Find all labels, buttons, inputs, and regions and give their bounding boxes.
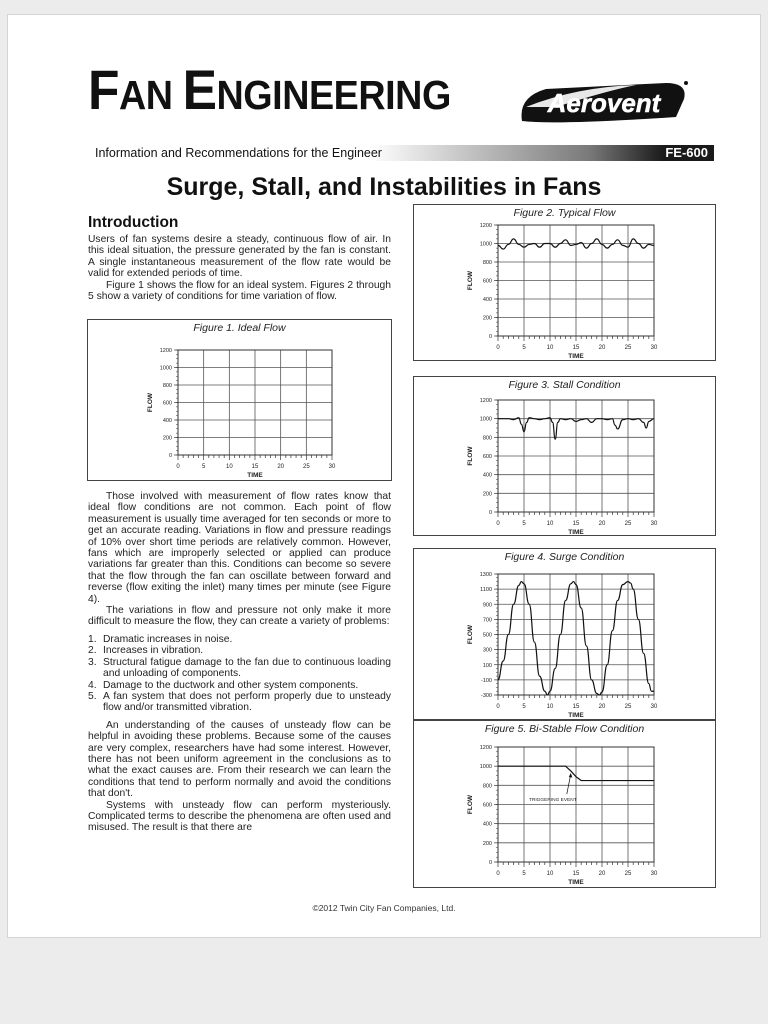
x-tick-label: 20 — [598, 704, 606, 710]
figure-2 — [413, 204, 716, 361]
x-tick-label: 15 — [572, 345, 580, 351]
brand-word: NGINEERING — [216, 72, 451, 118]
paragraph: Users of fan systems desire a steady, continuous flow of air. In this ideal situation, the pressure generated by the fan is constant. A single instantaneous measurement of the flow rate would be valid for extended periods of time. — [88, 234, 391, 280]
x-tick-label: 10 — [546, 871, 554, 877]
x-tick-label: 15 — [572, 871, 580, 877]
list-item: 2. Increases in vibration. — [88, 645, 204, 657]
x-tick-label: 10 — [546, 704, 554, 710]
section-heading: Introduction — [88, 214, 179, 231]
y-tick-label: 500 — [482, 632, 492, 639]
x-tick-label: 5 — [522, 345, 526, 351]
paragraph: Those involved with measurement of flow rates know that ideal flow conditions are not common. Each point of flow measurement is usually time averaged for ten seconds or more to get an accurate reading. Variations in flow and pressure readings of 10% over short time periods are relatively common. However, fans which are improperly selected or applied can produce variations far greater than this. Conditions can become so severe that the flow through the fan can oscillate between forward and reverse (flow exiting the inlet) many times per minute (see Figure 4). — [88, 491, 391, 605]
y-tick-label: 400 — [482, 472, 492, 479]
y-tick-label: 1000 — [479, 241, 492, 248]
x-axis-label: TIME — [568, 529, 584, 535]
y-tick-label: 1200 — [479, 223, 492, 229]
x-tick-label: 20 — [598, 871, 606, 877]
figure-4 — [413, 548, 716, 720]
figure-caption: Figure 5. Bi-Stable Flow Condition — [484, 723, 645, 735]
brand-letter: F — [88, 58, 120, 121]
x-tick-label: 30 — [650, 521, 658, 527]
x-tick-label: 10 — [546, 521, 554, 527]
x-tick-label: 0 — [496, 704, 500, 710]
figure-4-chart — [414, 549, 715, 719]
y-tick-label: 100 — [482, 662, 492, 669]
y-tick-label: 1200 — [479, 745, 492, 751]
y-tick-label: 200 — [482, 840, 492, 847]
y-tick-label: 0 — [488, 510, 492, 516]
x-tick-label: 25 — [624, 521, 632, 527]
aerovent-logo-icon — [516, 77, 692, 127]
x-tick-label: 0 — [176, 464, 180, 470]
figure-5-chart — [414, 721, 715, 887]
brand-letter: E — [182, 58, 217, 121]
y-tick-label: 1000 — [479, 416, 492, 423]
annotation-label: TRIGGERING EVENT — [528, 798, 577, 803]
x-axis-label: TIME — [568, 353, 584, 360]
list-item: 4. Damage to the ductwork and other system components. — [88, 679, 359, 691]
x-tick-label: 20 — [598, 345, 606, 351]
y-axis-label: FLOW — [467, 270, 474, 291]
problem-list — [88, 634, 391, 714]
y-tick-label: 1200 — [159, 348, 172, 354]
logo-text: Aerovent — [547, 88, 661, 118]
brand-word: AN — [119, 72, 183, 118]
x-tick-label: 15 — [572, 704, 580, 710]
x-tick-label: 20 — [277, 464, 285, 470]
paragraph: An understanding of the causes of unsteady flow can be helpful in avoiding these problems. Because some of the causes are very complex, researchers have had some interest. However, there has not been uniform agreement in the conclusions as to what the exact causes are. From their research we can learn the conditions that tend to perform normally and avoid the conditions that don't. — [88, 719, 391, 800]
y-tick-label: 800 — [162, 383, 172, 389]
x-tick-label: 30 — [328, 464, 336, 470]
list-item: 5. A fan system that does not perform properly due to unsteady flow and/or transmitted vibration. — [88, 690, 391, 714]
y-tick-label: -100 — [480, 677, 492, 684]
y-tick-label: 1000 — [159, 365, 172, 372]
y-tick-label: 1300 — [479, 572, 492, 578]
x-tick-label: 5 — [201, 464, 206, 470]
x-tick-label: 15 — [572, 521, 580, 527]
x-tick-label: 10 — [225, 464, 233, 470]
y-tick-label: 400 — [482, 297, 492, 303]
figure-caption: Figure 1. Ideal Flow — [193, 322, 286, 334]
x-tick-label: 10 — [546, 345, 554, 351]
x-tick-label: 30 — [650, 871, 658, 877]
y-tick-label: 200 — [162, 435, 172, 442]
y-tick-label: 0 — [168, 453, 172, 459]
figure-2-chart — [414, 205, 715, 360]
document-page — [7, 14, 761, 938]
x-tick-label: 5 — [522, 521, 526, 527]
figure-1-chart — [88, 320, 391, 480]
x-tick-label: 0 — [496, 521, 500, 527]
y-axis-label: FLOW — [467, 446, 474, 466]
x-tick-label: 25 — [624, 871, 632, 877]
y-tick-label: 600 — [162, 400, 172, 407]
body-text — [88, 491, 391, 834]
figure-5 — [413, 720, 716, 888]
y-tick-label: 600 — [482, 278, 492, 285]
y-tick-label: 0 — [488, 334, 492, 340]
figure-3-chart — [414, 377, 715, 535]
y-tick-label: 700 — [482, 617, 492, 624]
x-tick-label: 20 — [598, 521, 606, 527]
x-tick-label: 5 — [522, 871, 526, 877]
x-tick-label: 30 — [650, 704, 658, 710]
figure-caption: Figure 3. Stall Condition — [508, 379, 621, 391]
subtitle: Information and Recommendations for the Engineer — [95, 146, 382, 160]
y-tick-label: -300 — [480, 693, 492, 699]
y-tick-label: 600 — [482, 802, 492, 809]
footer-copyright: ©2012 Twin City Fan Companies, Ltd. — [312, 903, 456, 913]
y-tick-label: 200 — [482, 315, 492, 322]
x-axis-label: TIME — [568, 712, 584, 719]
x-tick-label: 25 — [624, 704, 632, 710]
paragraph: The variations in flow and pressure not only make it more difficult to measure the flow, they can create a variety of problems: — [88, 605, 391, 628]
y-tick-label: 800 — [482, 783, 492, 790]
figure-3 — [413, 376, 716, 536]
y-tick-label: 800 — [482, 260, 492, 266]
y-axis-label: FLOW — [467, 794, 474, 815]
y-axis-label: FLOW — [467, 624, 474, 645]
y-tick-label: 400 — [482, 821, 492, 828]
paragraph: Systems with unsteady flow can perform mysteriously. Complicated terms to describe the phenomena are often used and misused. The result is that there are — [88, 799, 391, 834]
figure-caption: Figure 2. Typical Flow — [513, 207, 616, 219]
x-tick-label: 0 — [496, 345, 500, 351]
x-tick-label: 25 — [624, 345, 632, 351]
list-item: 3. Structural fatigue damage to the fan due to continuous loading and unloading of components. — [88, 656, 391, 680]
x-tick-label: 0 — [496, 871, 500, 877]
intro-text — [88, 234, 391, 302]
y-tick-label: 1200 — [479, 398, 492, 404]
y-tick-label: 200 — [482, 491, 492, 498]
brand-title — [88, 58, 451, 121]
subtitle-bar — [88, 145, 714, 161]
y-tick-label: 0 — [488, 860, 492, 866]
x-tick-label: 25 — [302, 464, 310, 470]
x-tick-label: 5 — [522, 704, 526, 710]
annotation-arrowhead — [569, 773, 573, 778]
y-tick-label: 300 — [482, 647, 492, 654]
figure-caption: Figure 4. Surge Condition — [504, 551, 625, 563]
y-axis-label: FLOW — [147, 392, 154, 413]
y-tick-label: 900 — [482, 602, 492, 609]
doc-code: FE-600 — [665, 145, 708, 160]
figure-1 — [87, 319, 392, 481]
x-axis-label: TIME — [247, 472, 263, 479]
x-tick-label: 15 — [251, 464, 259, 470]
y-tick-label: 800 — [482, 435, 492, 442]
x-axis-label: TIME — [568, 879, 584, 886]
y-tick-label: 1000 — [479, 764, 492, 771]
list-item: 1. Dramatic increases in noise. — [88, 633, 233, 645]
y-tick-label: 400 — [162, 418, 172, 424]
x-tick-label: 30 — [650, 345, 658, 351]
y-tick-label: 1100 — [480, 587, 492, 594]
page-title: Surge, Stall, and Instabilities in Fans — [166, 173, 602, 201]
paragraph: Figure 1 shows the flow for an ideal system. Figures 2 through 5 show a variety of conditions for time variation of flow. — [88, 279, 391, 303]
y-tick-label: 600 — [482, 454, 492, 460]
